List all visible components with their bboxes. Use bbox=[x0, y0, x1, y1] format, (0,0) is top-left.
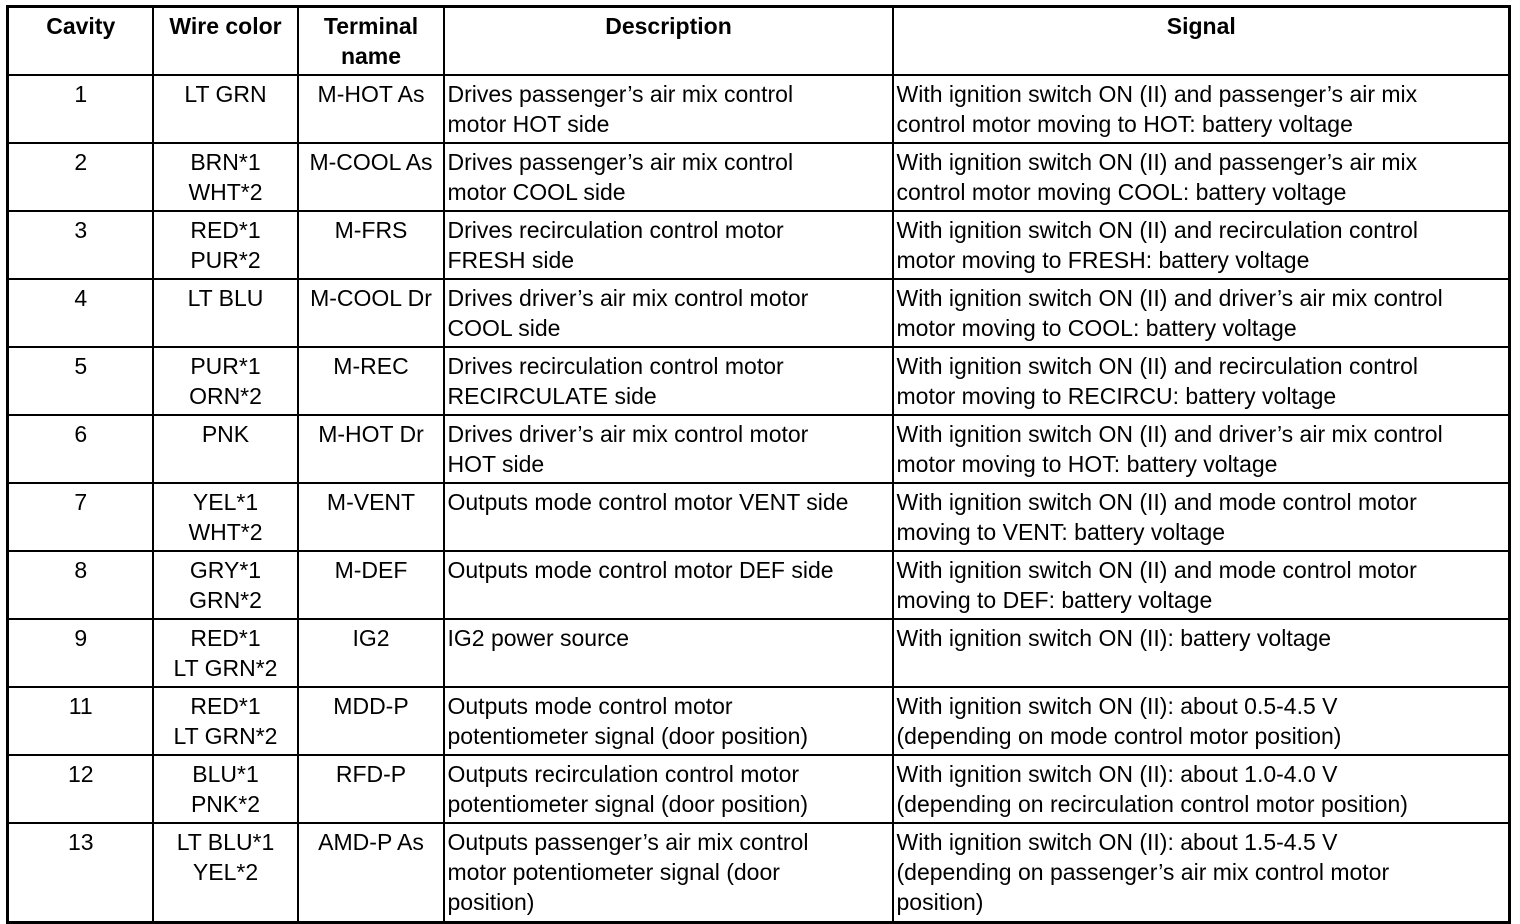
signal-line: motor moving to RECIRCU: battery voltage bbox=[896, 383, 1337, 409]
wire-color-line: GRN*2 bbox=[189, 587, 262, 613]
description-line: potentiometer signal (door position) bbox=[447, 791, 809, 817]
description-line: Outputs mode control motor bbox=[447, 693, 733, 719]
signal-cell bbox=[893, 551, 1510, 619]
signal-line: With ignition switch ON (II) and mode control motor bbox=[896, 489, 1417, 515]
signal-cell bbox=[893, 687, 1510, 755]
terminal-name-cell: MDD-P bbox=[298, 687, 444, 755]
connector-terminal-table bbox=[6, 5, 1511, 924]
description-line: RECIRCULATE side bbox=[447, 383, 657, 409]
cavity-cell: 2 bbox=[8, 143, 153, 211]
table-row bbox=[8, 823, 1510, 922]
terminal-name-cell: AMD-P As bbox=[298, 823, 444, 922]
signal-line: With ignition switch ON (II): about 0.5-4.5 V bbox=[896, 693, 1338, 719]
description-line: HOT side bbox=[447, 451, 545, 477]
description-line: potentiometer signal (door position) bbox=[447, 723, 809, 749]
wire-color-cell bbox=[153, 75, 298, 143]
wire-color-line: LT GRN*2 bbox=[173, 655, 278, 681]
wire-color-cell bbox=[153, 211, 298, 279]
wire-color-cell bbox=[153, 143, 298, 211]
wire-color-line: RED*1 bbox=[190, 625, 261, 651]
signal-line: moving to VENT: battery voltage bbox=[896, 519, 1226, 545]
description-line: Outputs mode control motor DEF side bbox=[447, 557, 834, 583]
signal-line: With ignition switch ON (II) and passenger’s air mix bbox=[896, 81, 1418, 107]
wire-color-line: BRN*1 bbox=[190, 149, 261, 175]
signal-cell bbox=[893, 279, 1510, 347]
cavity-cell: 6 bbox=[8, 415, 153, 483]
terminal-name-cell: M-VENT bbox=[298, 483, 444, 551]
wire-color-line: PNK*2 bbox=[190, 791, 261, 817]
description-line: motor potentiometer signal (door bbox=[447, 859, 780, 885]
description-cell bbox=[444, 347, 893, 415]
table-row bbox=[8, 483, 1510, 551]
signal-cell bbox=[893, 823, 1510, 922]
header-terminal-name: Terminal name bbox=[298, 7, 444, 76]
terminal-name-cell: M-COOL As bbox=[298, 143, 444, 211]
terminal-name-cell: RFD-P bbox=[298, 755, 444, 823]
signal-line: With ignition switch ON (II) and mode control motor bbox=[896, 557, 1417, 583]
table-row bbox=[8, 211, 1510, 279]
terminal-name-cell: IG2 bbox=[298, 619, 444, 687]
wire-color-cell bbox=[153, 755, 298, 823]
description-line: Drives passenger’s air mix control bbox=[447, 149, 794, 175]
cavity-cell: 7 bbox=[8, 483, 153, 551]
wire-color-line: YEL*2 bbox=[192, 859, 259, 885]
wire-color-line: PNK bbox=[201, 421, 250, 447]
terminal-name-cell: M-REC bbox=[298, 347, 444, 415]
wire-color-cell bbox=[153, 279, 298, 347]
signal-cell bbox=[893, 143, 1510, 211]
description-cell bbox=[444, 75, 893, 143]
terminal-name-cell: M-HOT Dr bbox=[298, 415, 444, 483]
cavity-cell: 12 bbox=[8, 755, 153, 823]
cavity-cell: 13 bbox=[8, 823, 153, 922]
signal-cell bbox=[893, 755, 1510, 823]
cavity-cell: 4 bbox=[8, 279, 153, 347]
signal-line: With ignition switch ON (II): battery voltage bbox=[896, 625, 1332, 651]
wire-color-cell bbox=[153, 415, 298, 483]
description-cell bbox=[444, 755, 893, 823]
signal-line: With ignition switch ON (II) and recirculation control bbox=[896, 217, 1419, 243]
description-cell bbox=[444, 211, 893, 279]
description-cell bbox=[444, 687, 893, 755]
cavity-cell: 3 bbox=[8, 211, 153, 279]
terminal-name-cell: M-HOT As bbox=[298, 75, 444, 143]
terminal-name-cell: M-DEF bbox=[298, 551, 444, 619]
table-row bbox=[8, 143, 1510, 211]
description-line: Outputs recirculation control motor bbox=[447, 761, 800, 787]
signal-line: moving to DEF: battery voltage bbox=[896, 587, 1213, 613]
wire-color-cell bbox=[153, 347, 298, 415]
description-line: IG2 power source bbox=[447, 625, 630, 651]
description-line: Drives recirculation control motor bbox=[447, 353, 784, 379]
wire-color-line: LT BLU bbox=[187, 285, 264, 311]
description-line: Drives driver’s air mix control motor bbox=[447, 285, 809, 311]
wire-color-line: RED*1 bbox=[190, 217, 261, 243]
header-signal: Signal bbox=[893, 7, 1510, 76]
signal-line: position) bbox=[896, 889, 984, 915]
header-cavity: Cavity bbox=[8, 7, 153, 76]
description-line: motor HOT side bbox=[447, 111, 610, 137]
wire-color-line: RED*1 bbox=[190, 693, 261, 719]
wire-color-cell bbox=[153, 483, 298, 551]
signal-line: With ignition switch ON (II): about 1.5-4.5 V bbox=[896, 829, 1338, 855]
terminal-name-cell: M-FRS bbox=[298, 211, 444, 279]
table-row bbox=[8, 755, 1510, 823]
table-row bbox=[8, 347, 1510, 415]
table-row bbox=[8, 279, 1510, 347]
signal-line: With ignition switch ON (II) and passenger’s air mix bbox=[896, 149, 1418, 175]
wire-color-line: LT BLU*1 bbox=[176, 829, 275, 855]
table-row bbox=[8, 415, 1510, 483]
signal-cell bbox=[893, 415, 1510, 483]
cavity-cell: 5 bbox=[8, 347, 153, 415]
wire-color-cell bbox=[153, 551, 298, 619]
header-wire-color: Wire color bbox=[153, 7, 298, 76]
table-row bbox=[8, 75, 1510, 143]
signal-line: motor moving to COOL: battery voltage bbox=[896, 315, 1297, 341]
table-row bbox=[8, 619, 1510, 687]
signal-cell bbox=[893, 75, 1510, 143]
signal-line: control motor moving to HOT: battery voltage bbox=[896, 111, 1353, 137]
header-description: Description bbox=[444, 7, 893, 76]
table-row bbox=[8, 687, 1510, 755]
description-line: FRESH side bbox=[447, 247, 575, 273]
cavity-cell: 9 bbox=[8, 619, 153, 687]
description-line: Drives passenger’s air mix control bbox=[447, 81, 794, 107]
wire-color-line: GRY*1 bbox=[189, 557, 262, 583]
signal-line: With ignition switch ON (II): about 1.0-4.0 V bbox=[896, 761, 1338, 787]
cavity-cell: 8 bbox=[8, 551, 153, 619]
signal-line: (depending on passenger’s air mix control motor bbox=[896, 859, 1390, 885]
wire-color-cell bbox=[153, 687, 298, 755]
description-cell bbox=[444, 483, 893, 551]
description-cell bbox=[444, 619, 893, 687]
signal-line: With ignition switch ON (II) and driver’s air mix control bbox=[896, 421, 1443, 447]
signal-line: (depending on recirculation control motor position) bbox=[896, 791, 1408, 817]
cavity-cell: 1 bbox=[8, 75, 153, 143]
signal-line: (depending on mode control motor position) bbox=[896, 723, 1342, 749]
description-line: Outputs passenger’s air mix control bbox=[447, 829, 809, 855]
description-line: Drives driver’s air mix control motor bbox=[447, 421, 809, 447]
signal-cell bbox=[893, 619, 1510, 687]
table-row bbox=[8, 551, 1510, 619]
signal-line: With ignition switch ON (II) and recirculation control bbox=[896, 353, 1419, 379]
signal-cell bbox=[893, 211, 1510, 279]
wire-color-line: LT GRN bbox=[184, 81, 267, 107]
connector-table-container bbox=[6, 5, 1508, 915]
signal-cell bbox=[893, 347, 1510, 415]
signal-line: motor moving to HOT: battery voltage bbox=[896, 451, 1278, 477]
description-line: Outputs mode control motor VENT side bbox=[447, 489, 849, 515]
wire-color-line: YEL*1 bbox=[192, 489, 259, 515]
description-line: COOL side bbox=[447, 315, 561, 341]
wire-color-cell bbox=[153, 619, 298, 687]
cavity-cell: 11 bbox=[8, 687, 153, 755]
description-cell bbox=[444, 279, 893, 347]
table-header-row bbox=[8, 7, 1510, 76]
description-cell bbox=[444, 143, 893, 211]
wire-color-line: BLU*1 bbox=[192, 761, 259, 787]
wire-color-line: LT GRN*2 bbox=[173, 723, 278, 749]
signal-line: motor moving to FRESH: battery voltage bbox=[896, 247, 1310, 273]
description-cell bbox=[444, 551, 893, 619]
description-line: Drives recirculation control motor bbox=[447, 217, 784, 243]
signal-cell bbox=[893, 483, 1510, 551]
wire-color-line: WHT*2 bbox=[188, 179, 263, 205]
wire-color-line: PUR*2 bbox=[190, 247, 261, 273]
description-cell bbox=[444, 823, 893, 922]
wire-color-line: ORN*2 bbox=[189, 383, 262, 409]
wire-color-cell bbox=[153, 823, 298, 922]
terminal-name-cell: M-COOL Dr bbox=[298, 279, 444, 347]
wire-color-line: WHT*2 bbox=[188, 519, 263, 545]
signal-line: control motor moving COOL: battery voltage bbox=[896, 179, 1347, 205]
description-cell bbox=[444, 415, 893, 483]
description-line: motor COOL side bbox=[447, 179, 626, 205]
wire-color-line: PUR*1 bbox=[190, 353, 261, 379]
signal-line: With ignition switch ON (II) and driver’s air mix control bbox=[896, 285, 1443, 311]
description-line: position) bbox=[447, 889, 535, 915]
